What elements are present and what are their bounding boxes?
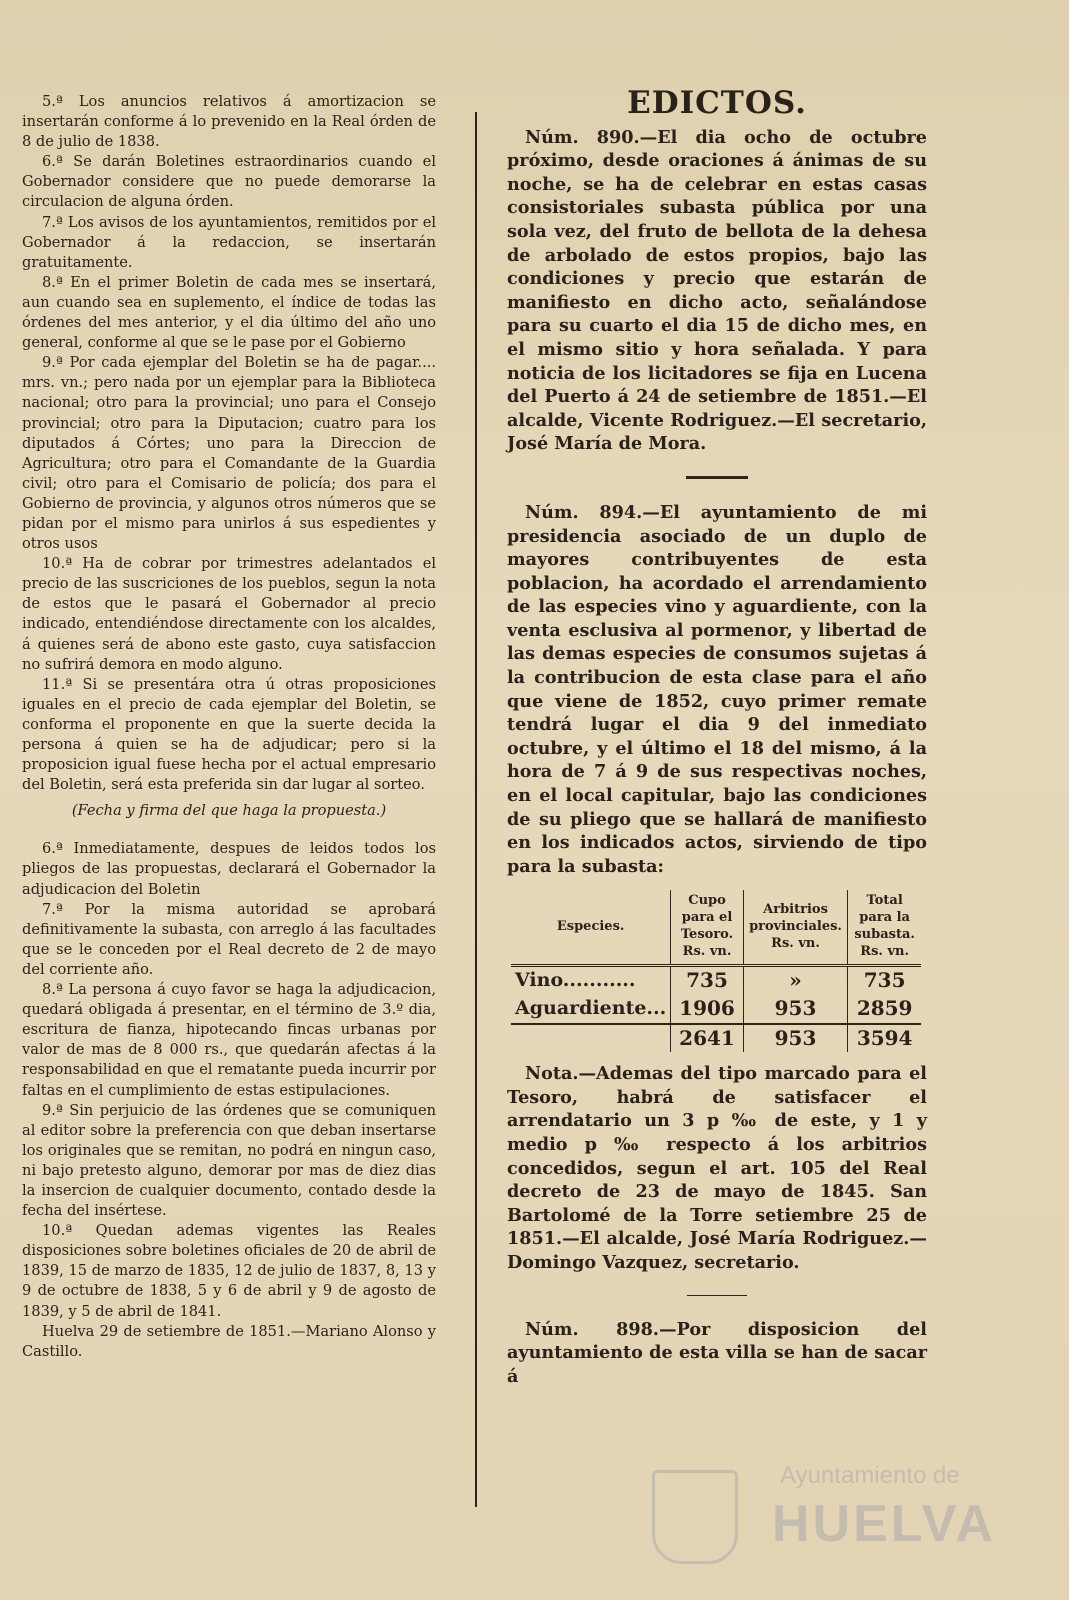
article-7: 7.ª Por la misma autoridad se aprobará definitivamente la subasta, con arreglo á las facultades que se le conceden por el Real decreto de 2 de mayo del corriente año. <box>22 900 436 978</box>
article-8: 8.ª La persona á cuyo favor se haga la adjudicacion, quedará obligada á presentar, en el término de 3.º dia, escritura de fianza, hipotecando fincas urbanas por valor de mas de 8 000 rs., que quedarán afectas á la responsabilidad en que el rematante pueda incurrir por faltas en el cumplimiento de estas estipulaciones. <box>22 981 436 1099</box>
proposal-signature-line: (Fecha y firma del que haga la propuesta.) <box>71 802 387 820</box>
totals-cupo: 2641 <box>671 1024 743 1053</box>
edicts-heading: EDICTOS. <box>627 85 807 121</box>
article-9: 9.ª Sin perjuicio de las órdenes que se comuniquen al editor sobre la preferencia con que deban insertarse los originales que se remitan, no podrá en ningun caso, ni bajo pretesto alguno, demorar por mas de diez dias la insercion de cualquier documento, contado desde la fecha del insértese. <box>22 1101 436 1220</box>
row-cupo: 1906 <box>671 995 743 1024</box>
table-header-cupo: Cupo para el Tesoro. Rs. vn. <box>671 890 743 966</box>
coat-of-arms-icon <box>652 1470 738 1564</box>
huelva-watermark <box>652 1462 997 1562</box>
table-row <box>511 966 921 995</box>
clause-5: 5.ª Los anuncios relativos á amortizacion se insertarán conforme á lo prevenido en la Real órden de 8 de julio de 1838. <box>22 93 436 151</box>
row-arbitrios: 953 <box>743 995 848 1024</box>
watermark-top: Ayuntamiento de <box>780 1462 960 1489</box>
clause-8: 8.ª En el primer Boletin de cada mes se insertará, aun cuando sea en suplemento, el índice de todas las órdenes del mes anterior, y el dia último del año uno general, conforme al que se le pase por el Gobierno <box>22 273 436 352</box>
left-column <box>22 92 436 1362</box>
row-total: 735 <box>848 966 921 995</box>
table-header-total: Total para la subasta. Rs. vn. <box>848 890 921 966</box>
table-totals-row <box>511 1024 921 1053</box>
table-header-especies: Especies. <box>556 918 625 934</box>
row-label: Aguardiente... <box>515 997 667 1019</box>
column-divider <box>475 112 477 1507</box>
clause-10: 10.ª Ha de cobrar por trimestres adelantados el precio de las suscriciones de los pueblos, segun la nota de estos que le pasará el Gobernador al precio indicado, entendiéndose directamente con los alcaldes, á quienes será de abono este gasto, cuya satisfaccion no sufrirá demora en modo alguno. <box>22 555 436 673</box>
right-column <box>507 85 927 1388</box>
totals-label <box>511 1024 671 1053</box>
row-label: Vino........... <box>515 969 636 992</box>
clause-6: 6.ª Se darán Boletines estraordinarios cuando el Gobernador considere que no puede demorarse la circulacion de alguna órden. <box>22 153 436 211</box>
row-arbitrios: » <box>743 966 848 995</box>
totals-total: 3594 <box>848 1024 921 1053</box>
row-total: 2859 <box>848 995 921 1024</box>
nota-paragraph: Nota.—Ademas del tipo marcado para el Tesoro, habrá de satisfacer el arrendatario un 3 p ‰ de este, y 1 y medio p ‰ respecto á los arbitrios concedidos, segun el art. 105 del Real decreto de 23 de mayo de 1845. San Bartolomé de la Torre setiembre 25 de 1851.—El alcalde, José María Rodriguez.—Domingo Vazquez, secretario. <box>507 1063 927 1273</box>
separator-rule <box>687 1295 747 1296</box>
watermark-main: HUELVA <box>772 1495 997 1553</box>
totals-arbitrios: 953 <box>743 1024 848 1053</box>
article-10: 10.ª Quedan ademas vigentes las Reales disposiciones sobre boletines oficiales de 20 de abril de 1839, 15 de marzo de 1835, 12 de julio de 1837, 8, 13 y 9 de octubre de 1838, 5 y 6 de abril y 9 de agosto de 1839, y 5 de abril de 1841. <box>22 1222 436 1320</box>
edict-890: Núm. 890.—El dia ocho de octubre próximo, desde oraciones á ánimas de su noche, se ha de celebrar en estas casas consistoriales subasta pública por una sola vez, del fruto de bellota de la dehesa de arbolado de estos propios, bajo las condiciones y precio que estarán de manifiesto en dicho acto, señalándose para su cuarto el dia 15 de dicho mes, en el mismo sitio y hora señalada. Y para noticia de los licitadores se fija en Lucena del Puerto á 24 de setiembre de 1851.—El alcalde, Vicente Rodriguez.—El secretario, José María de Mora. <box>507 126 927 455</box>
article-6: 6.ª Inmediatamente, despues de leidos todos los pliegos de las propuestas, declarará el Gobernador la adjudicacion del Boletin <box>22 840 436 898</box>
clause-11: 11.ª Si se presentára otra ú otras proposiciones iguales en el precio de cada ejemplar del Boletin, se conforma el proponente en que la suerte decida la persona á quien se ha de adjudicar; pero si la proposicion igual fuese hecha por el actual empresario del Boletin, será esta preferida sin dar lugar al sorteo. <box>22 675 436 794</box>
row-cupo: 735 <box>671 966 743 995</box>
edict-898: Núm. 898.—Por disposicion del ayuntamiento de esta villa se han de sacar á <box>507 1318 927 1387</box>
date-and-signature: Huelva 29 de setiembre de 1851.—Mariano Alonso y Castillo. <box>22 1322 436 1360</box>
edict-894: Núm. 894.—El ayuntamiento de mi presidencia asociado de un duplo de mayores contribuyentes de esta poblacion, ha acordado el arrendamiento de las especies vino y aguardiente, con la venta esclusiva al pormenor, y libertad de las demas especies de consumos sujetas á la contribucion de esta clase para el año que viene de 1852, cuyo primer remate tendrá lugar el dia 9 del inmediato octubre, y el último el 18 del mismo, á la hora de 7 á 9 de sus respectivas noches, en el local capitular, bajo las condiciones de su pliego que se hallará de manifiesto en los indicados actos, sirviendo de tipo para la subasta: <box>507 501 927 877</box>
tax-table <box>511 890 921 1052</box>
table-header-arbitrios: Arbitrios provinciales. Rs. vn. <box>743 890 848 966</box>
clause-9: 9.ª Por cada ejemplar del Boletin se ha de pagar.... mrs. vn.; pero nada por un ejemplar para la Biblioteca nacional; otro para la provincial; uno para el Consejo provincial; otro para la Diputacion; cuatro para los diputados á Córtes; uno para la Direccion de Agricultura; otro para el Comandante de la Guardia civil; otro para el Comisario de policía; dos para el Gobierno de provincia, y algunos otros números que se pidan por el mismo para unirlos á sus espedientes y otros usos <box>22 354 436 553</box>
clause-7: 7.ª Los avisos de los ayuntamientos, remitidos por el Gobernador á la redaccion, se insertarán gratuitamente. <box>22 213 436 271</box>
separator-rule <box>686 476 748 479</box>
table-row <box>511 995 921 1024</box>
